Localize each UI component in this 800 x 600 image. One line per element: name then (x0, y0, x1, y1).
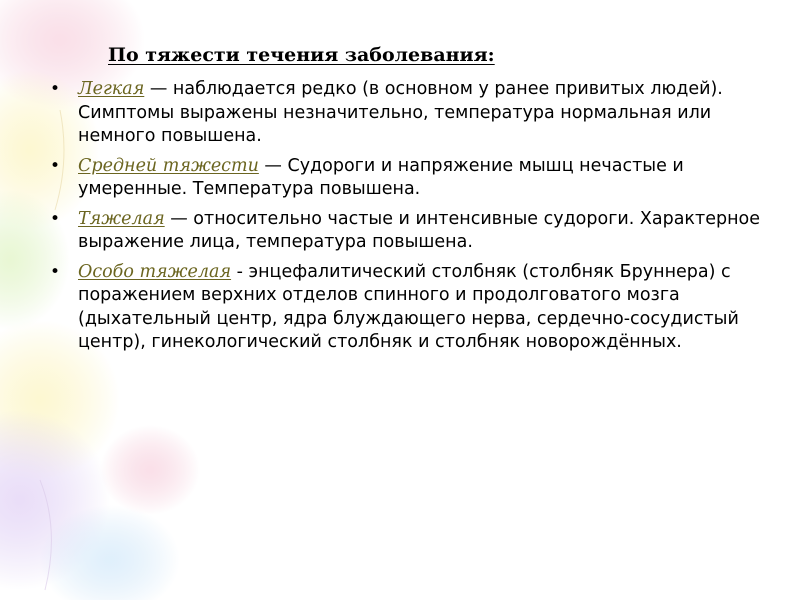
item-text: — относительно частые и интенсивные судороги. Характерное выражение лица, температура повышена. (78, 208, 760, 252)
item-text: — Судороги и напряжение мышц нечастые и умеренные. Температура повышена. (78, 155, 684, 199)
list-item-mild (50, 78, 770, 149)
item-text: - энцефалитический столбняк (столбняк Бруннера) с поражением верхних отделов спинного и продолговатого мозга (дыхательный центр, ядра блуждающего нерва, сердечно-сосудистый центр), гинекологический столбняк и столбняк новорождённых. (78, 261, 739, 352)
slide-title: По тяжести течения заболевания: (108, 44, 495, 66)
balloon-shape (100, 425, 200, 515)
bullet: • (50, 208, 61, 229)
list-item-very-severe (50, 261, 770, 355)
term-mild: Легкая (78, 79, 145, 99)
bullet: • (50, 155, 61, 176)
item-text: — наблюдается редко (в основном у ранее привитых людей). Симптомы выражены незначительно, температура нормальная или немного повышена. (78, 79, 723, 146)
term-severe: Тяжелая (78, 208, 165, 229)
list-item-moderate (50, 155, 770, 202)
bullet: • (50, 261, 61, 282)
term-moderate: Средней тяжести (78, 155, 259, 176)
list-item-severe (50, 208, 770, 255)
term-very-severe: Особо тяжелая (78, 261, 232, 282)
severity-list (50, 78, 770, 361)
bullet: • (50, 79, 61, 99)
